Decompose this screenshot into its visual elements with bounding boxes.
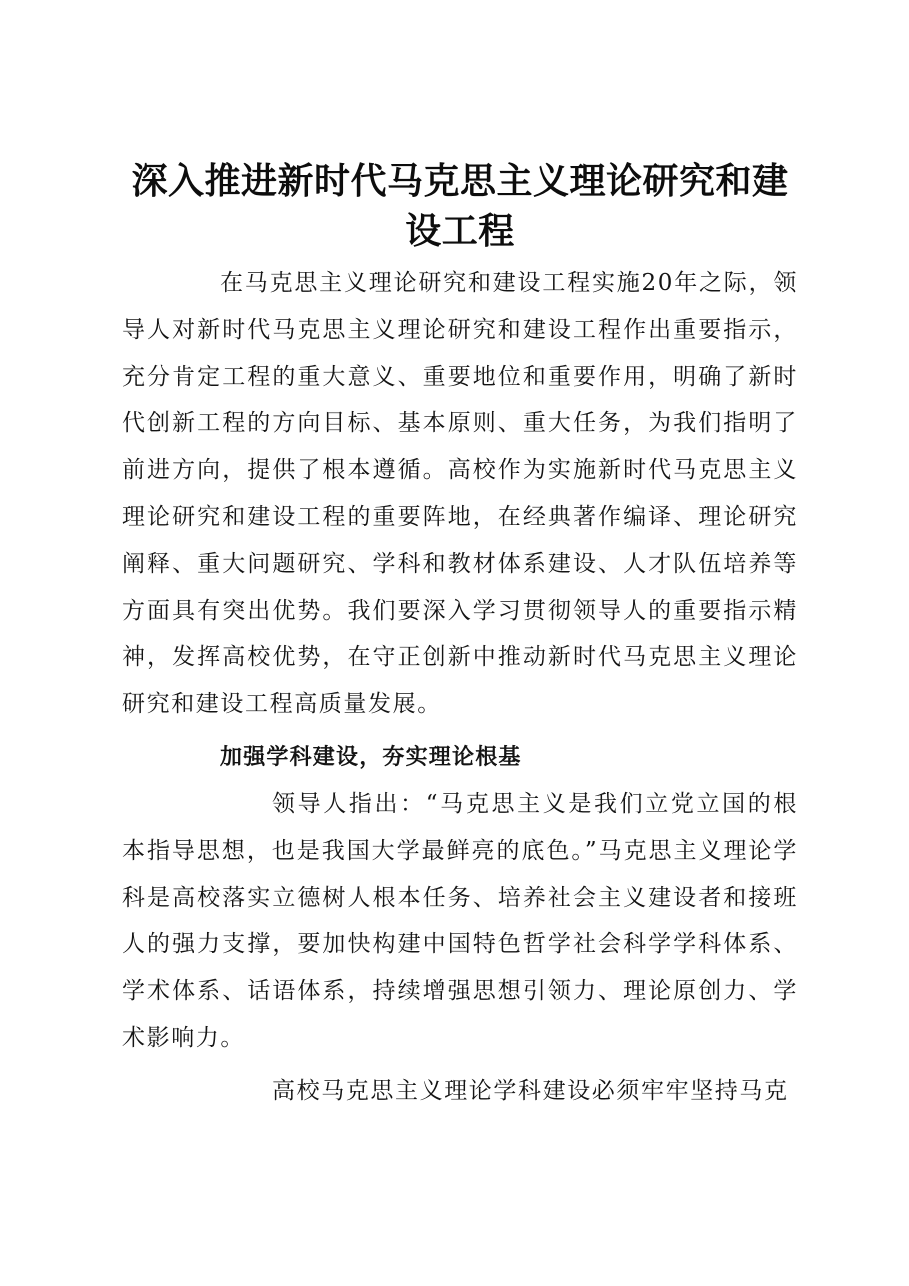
document-title: 深入推进新时代马克思主义理论研究和建设工程 (131, 160, 789, 252)
section-heading: 加强学科建设，夯实理论根基 (220, 744, 522, 770)
section-paragraph-continued: 高校马克思主义理论学科建设必须牢牢坚持马克 (272, 1078, 789, 1104)
section-paragraph: 领导人指出：“马克思主义是我们立党立国的根本指导思想，也是我国大学最鲜亮的底色。”马克思主义理论学科是高校落实立德树人根本任务、培养社会主义建设者和接班人的强力支撑，要加快构建中国特色哲学社会科学学科体系、学术体系、话语体系，持续增强思想引领力、理论原创力、学术影响力。 (122, 791, 798, 1051)
intro-paragraph: 在马克思主义理论研究和建设工程实施20年之际，领导人对新时代马克思主义理论研究和建设工程作出重要指示，充分肯定工程的重大意义、重要地位和重要作用，明确了新时代创新工程的方向目标、基本原则、重大任务，为我们指明了前进方向，提供了根本遵循。高校作为实施新时代马克思主义理论研究和建设工程的重要阵地，在经典著作编译、理论研究阐释、重大问题研究、学科和教材体系建设、人才队伍培养等方面具有突出优势。我们要深入学习贯彻领导人的重要指示精神，发挥高校优势，在守正创新中推动新时代马克思主义理论研究和建设工程高质量发展。 (122, 270, 798, 718)
